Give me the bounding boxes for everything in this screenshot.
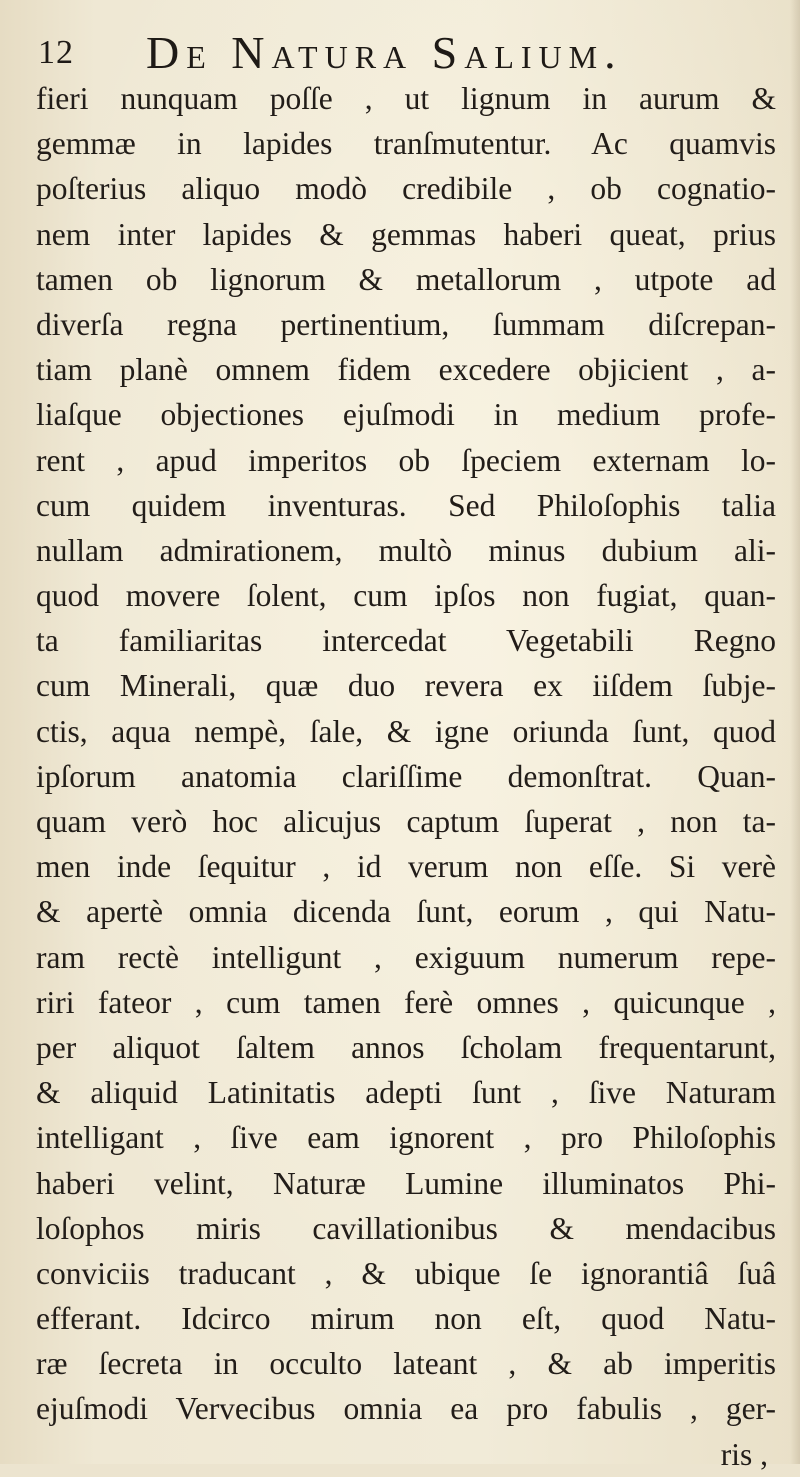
text-line: ræ ſecreta in occulto lateant , & ab imperitis <box>36 1346 776 1382</box>
running-title: De Natura Salium. <box>146 27 623 78</box>
text-line: & aliquid Latinitatis adepti ſunt , ſive Naturam <box>36 1075 776 1111</box>
text-line: ta familiaritas intercedat Vegetabili Regno <box>36 623 776 659</box>
text-line: quam verò hoc alicujus captum ſuperat , non ta- <box>36 804 776 839</box>
text-line: rent , apud imperitos ob ſpeciem externam lo- <box>36 442 776 478</box>
text-line: poſterius aliquo modò credibile , ob cognatio- <box>36 171 776 207</box>
text-line: cum quidem inventuras. Sed Philoſophis talia <box>36 487 776 523</box>
text-line: nullam admirationem, multò minus dubium ali- <box>36 532 776 568</box>
text-line: men inde ſequitur , id verum non eſſe. Si verè <box>36 849 776 885</box>
catchword: ris , <box>720 1436 768 1472</box>
text-line: fieri nunquam poſſe , ut lignum in aurum & <box>36 81 776 116</box>
text-line: gemmæ in lapides tranſmutentur. Ac quamvis <box>36 126 776 162</box>
text-line: tamen ob lignorum & metallorum , utpote ad <box>36 261 776 297</box>
text-line: ejuſmodi Vervecibus omnia ea pro fabulis , ger- <box>36 1391 776 1427</box>
text-line: tiam planè omnem fidem excedere objicient , a- <box>36 352 776 388</box>
text-line: nem inter lapides & gemmas haberi queat, prius <box>36 216 776 252</box>
body-text <box>36 76 776 1477</box>
text-line: intelligant , ſive eam ignorent , pro Philoſophis <box>36 1120 776 1156</box>
text-line: per aliquot ſaltem annos ſcholam frequentarunt, <box>36 1029 776 1065</box>
text-line: diverſa regna pertinentium, ſummam diſcrepan- <box>36 306 776 342</box>
text-line: haberi velint, Naturæ Lumine illuminatos Phi- <box>36 1165 776 1201</box>
page-header <box>30 26 770 78</box>
text-line: liaſque objectiones ejuſmodi in medium profe- <box>36 397 776 433</box>
page-number: 12 <box>38 34 74 71</box>
text-line: loſophos miris cavillationibus & mendacibus <box>36 1210 776 1246</box>
text-line: conviciis traducant , & ubique ſe ignorantiâ ſuâ <box>36 1255 776 1291</box>
page-edge-shadow <box>790 0 800 1464</box>
text-line: & apertè omnia dicenda ſunt, eorum , qui Natu- <box>36 894 776 930</box>
text-line: efferant. Idcirco mirum non eſt, quod Natu- <box>36 1301 776 1337</box>
text-line: cum Minerali, quæ duo revera ex iiſdem ſubje- <box>36 668 776 704</box>
text-line: quod movere ſolent, cum ipſos non fugiat, quan- <box>36 578 776 614</box>
text-line: riri fateor , cum tamen ferè omnes , quicunque , <box>36 984 776 1020</box>
text-line: ipſorum anatomia clariſſime demonſtrat. Quan- <box>36 758 776 794</box>
text-line: ctis, aqua nempè, ſale, & igne oriunda ſunt, quod <box>36 713 776 749</box>
text-line: ram rectè intelligunt , exiguum numerum repe- <box>36 939 776 975</box>
